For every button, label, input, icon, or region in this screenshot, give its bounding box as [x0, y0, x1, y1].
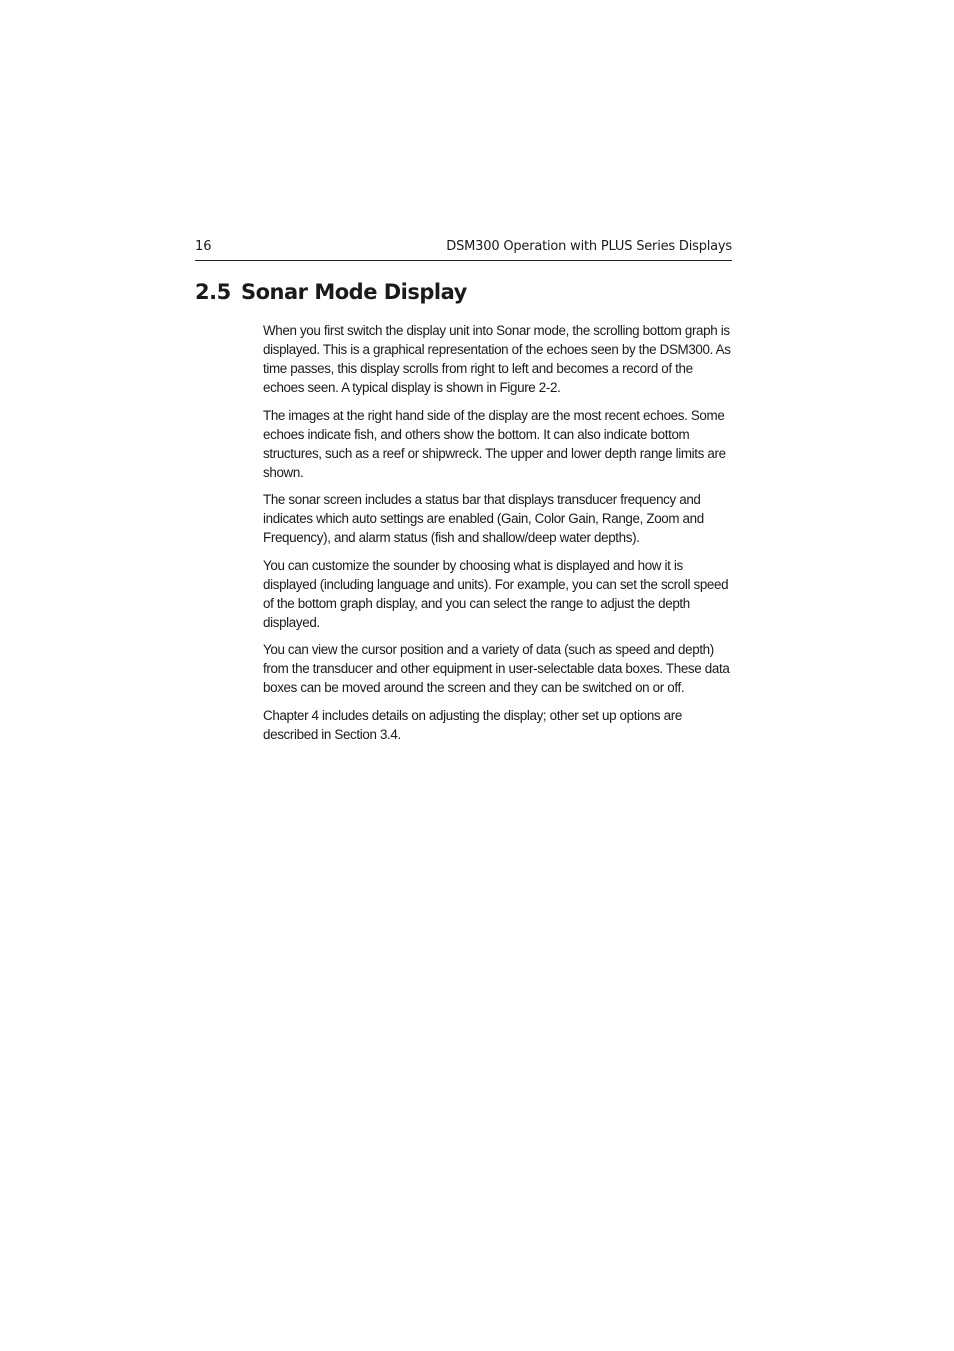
- paragraph: When you first switch the display unit into Sonar mode, the scrolling bottom graph is displayed. This is a graphical representation of the echoes seen by the DSM300. As time passes, this display scrolls from right to left and becomes a record of the echoes seen. A typical display is shown in Figure 2-2.: [263, 323, 731, 395]
- page-number: 16: [195, 239, 212, 254]
- paragraph: You can view the cursor position and a variety of data (such as speed and depth) from the transducer and other equipment in user-selectable data boxes. These data boxes can be moved around the screen and they can be switched on or off.: [263, 642, 730, 695]
- section-heading: [195, 280, 467, 304]
- section-title: Sonar Mode Display: [241, 280, 467, 304]
- section-number: 2.5: [195, 280, 231, 304]
- paragraph: You can customize the sounder by choosing what is displayed and how it is displayed (including language and units). For example, you can set the scroll speed of the bottom graph display, and you can select the range to adjust the depth displayed.: [263, 557, 729, 630]
- body-text: [263, 321, 733, 752]
- paragraph: The images at the right hand side of the display are the most recent echoes. Some echoes indicate fish, and others show the bottom. It can also indicate bottom structures, such as a reef or shipwreck. The upper and lower depth range limits are shown.: [263, 407, 726, 480]
- running-title: DSM300 Operation with PLUS Series Displays: [446, 239, 732, 254]
- paragraph: The sonar screen includes a status bar that displays transducer frequency and indicates which auto settings are enabled (Gain, Color Gain, Range, Zoom and Frequency), and alarm status (fish and shallow/deep water depths).: [263, 492, 704, 545]
- page-header: [195, 237, 732, 261]
- paragraph: Chapter 4 includes details on adjusting the display; other set up options are described in Section 3.4.: [263, 707, 682, 742]
